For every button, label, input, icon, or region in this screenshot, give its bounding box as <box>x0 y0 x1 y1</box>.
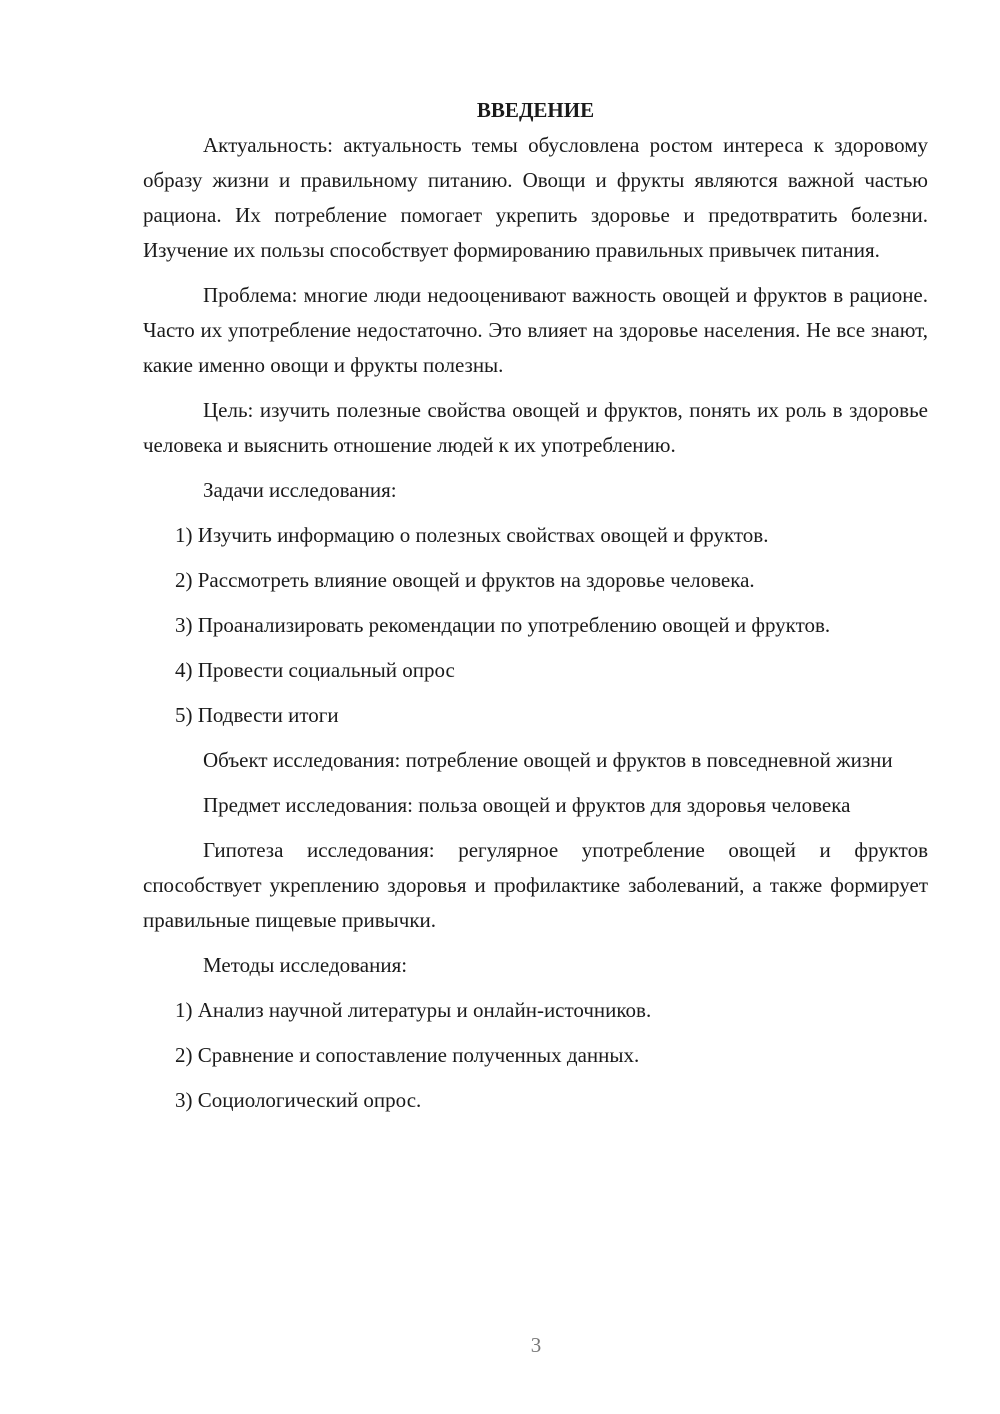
tasks-heading: Задачи исследования: <box>203 478 397 502</box>
method-item: 1) Анализ научной литературы и онлайн-источников. <box>175 998 652 1022</box>
document-page <box>143 93 928 1128</box>
task-item: 1) Изучить информацию о полезных свойствах овощей и фруктов. <box>175 523 769 547</box>
task-item: 5) Подвести итоги <box>175 703 339 727</box>
paragraph-subject: Предмет исследования: польза овощей и фруктов для здоровья человека <box>203 793 851 817</box>
task-item: 2) Рассмотреть влияние овощей и фруктов на здоровье человека. <box>175 568 755 592</box>
method-item: 3) Социологический опрос. <box>175 1088 422 1112</box>
method-item: 2) Сравнение и сопоставление полученных данных. <box>175 1043 640 1067</box>
page-number: 3 <box>530 1333 542 1357</box>
paragraph-goal: Цель: изучить полезные свойства овощей и фруктов, понять их роль в здоровье человека и выяснить отношение людей к их употреблению. <box>143 398 928 457</box>
paragraph-problem: Проблема: многие люди недооценивают важность овощей и фруктов в рационе. Часто их употребление недостаточно. Это влияет на здоровье населения. Не все знают, какие именно овощи и фрукты полезны. <box>143 283 928 377</box>
section-title: ВВЕДЕНИЕ <box>476 98 595 122</box>
task-item: 3) Проанализировать рекомендации по употреблению овощей и фруктов. <box>175 613 831 637</box>
paragraph-object: Объект исследования: потребление овощей и фруктов в повседневной жизни <box>203 748 893 772</box>
methods-heading: Методы исследования: <box>203 953 408 977</box>
task-item: 4) Провести социальный опрос <box>175 658 455 682</box>
paragraph-relevance: Актуальность: актуальность темы обусловлена ростом интереса к здоровому образу жизни и правильному питанию. Овощи и фрукты являются важной частью рациона. Их потребление помогает укрепить здоровье и предотвратить болезни. Изучение их пользы способствует формированию правильных привычек питания. <box>143 133 928 262</box>
paragraph-hypothesis: Гипотеза исследования: регулярное употребление овощей и фруктов способствует укреплению здоровья и профилактике заболеваний, а также формирует правильные пищевые привычки. <box>143 838 928 932</box>
